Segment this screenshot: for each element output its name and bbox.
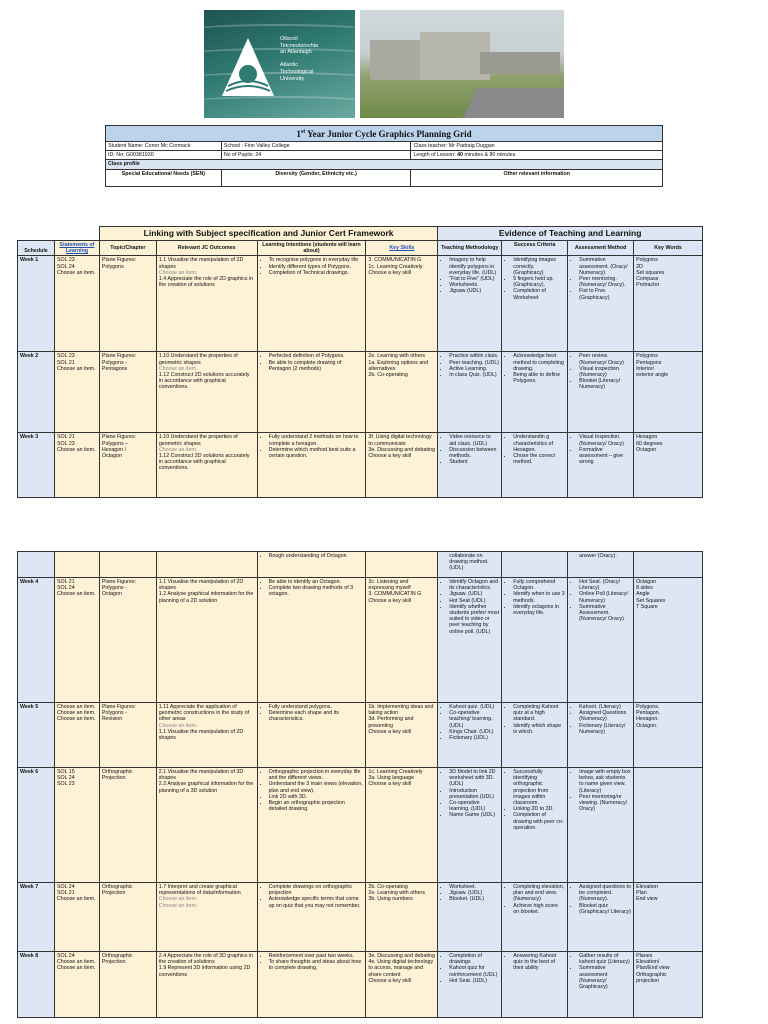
method-cell: • Imagery to help identify polygons in everyday life. (UDL) • "Fist to Five" (UDL) • Worksheets. • Jigsaw (UDL) bbox=[438, 256, 502, 352]
assess-cell: • Peer review. (Numeracy/ Oracy) • Visual inspection. (Numeracy) • Blooket (Literacy/ Numeracy) bbox=[568, 352, 634, 433]
week-cell: Week 3 bbox=[18, 433, 55, 498]
outcomes-cell: 1.10 Understand the properties of geometric shapes Choose an item. 1.12 Construct 2D solutions accurately in accordance with graphical conventions. bbox=[156, 433, 257, 498]
col-assessment: Assessment Method bbox=[568, 241, 634, 256]
skills-cell[interactable]: 3f. Using digital technology to communicate 3e. Discussing and debating Choose a key skill bbox=[366, 433, 438, 498]
page-title: 1st Year Junior Cycle Graphics Planning Grid bbox=[106, 126, 663, 142]
week-cell: Week 1 bbox=[18, 256, 55, 352]
col-schedule: Schedule bbox=[18, 241, 55, 256]
intent-cell: • Perfected definition of Polygons. • Be able to complete drawing of Pentagon (2 methods) bbox=[257, 352, 366, 433]
skills-cell[interactable]: 3e. Discussing and debating 4e. Using digital technology to access, manage and share content Choose a key skill bbox=[366, 952, 438, 1018]
success-cell: • Answering Kahoot quiz to the best of their ability bbox=[502, 952, 568, 1018]
outcomes-cell: 1.1 Visualise the manipulation of 2D shapes 1.2 Analyse graphical information for the planning of a 2D solution bbox=[156, 578, 257, 703]
method-cell: • Practice within class. • Peer teaching. (UDL) • Active Learning. • In class Quiz. (UDL) bbox=[438, 352, 502, 433]
cont-assess: answer (Oracy). bbox=[568, 552, 634, 578]
cont-method: collaborate on drawing method. (UDL) bbox=[438, 552, 502, 578]
skills-cell[interactable]: 1c. Learning Creatively 3a. Using language Choose a key skill bbox=[366, 768, 438, 883]
intent-cell: • Be able to identify an Octagon. • Complete two drawing methods of 3 octagon. bbox=[257, 578, 366, 703]
intent-cell: • Fully understand 2 methods on how to complete a hexagon. • Determine which method best suits a certain question. bbox=[257, 433, 366, 498]
method-cell: • Identify Octagon and its characteristics. • Jigsaw. (UDL) • Hot Seat (UDL) • Identify whether students prefer/ most suited to video or peer teaching by online poll. (UDL) bbox=[438, 578, 502, 703]
success-cell: • Completing Kahoot quiz at a high standard. • Identify which shape is which. bbox=[502, 703, 568, 768]
outcomes-cell: 1.7 Interpret and create graphical representations of data/information Choose an item. Choose an item. bbox=[156, 883, 257, 952]
sol-cell[interactable]: SOL 23 SOL 21 Choose an item. bbox=[54, 352, 99, 433]
words-cell: Octagon 8 sides Angle Set Squares T Square bbox=[634, 578, 703, 703]
success-cell: • Completing elevation, plan and end view. (Numeracy) • Achieve high score on blooket. bbox=[502, 883, 568, 952]
diversity-label: Diversity (Gender, Ethnicity etc.) bbox=[221, 169, 411, 186]
week-cell: Week 2 bbox=[18, 352, 55, 433]
assess-cell: • Gather results of kahoot quiz (Literacy) • Summative assessment (Numeracy/ Graphicacy) bbox=[568, 952, 634, 1018]
intent-cell: • Orthographic projection in everyday life and the different views. • Understand the 3 main views (elevation, plan and end view). • Link 2D with 3D. • Begin an orthographic projection detailed drawing. bbox=[257, 768, 366, 883]
atu-logo bbox=[204, 10, 355, 118]
pupil-count: No of Pupils: 24 bbox=[221, 151, 411, 160]
p1-row-week-2 bbox=[18, 352, 703, 433]
outcomes-cell: 1.10 Understand the properties of geometric shapes Choose an item. 1.12 Construct 2D solutions accurately in accordance with graphical conventions. bbox=[156, 352, 257, 433]
outcomes-cell: 1.11 Appreciate the application of geometric constructions in the study of other areas Choose an item. 1.1 Visualise the manipulation of 2D shapes bbox=[156, 703, 257, 768]
sol-cell[interactable]: SOL 24 Choose an item. Choose an item. bbox=[54, 952, 99, 1018]
assess-cell: • Image with empty box below, ask students to name given view. (Literacy) • Peer mentoring/re viewing. (Numeracy/ Oracy) bbox=[568, 768, 634, 883]
outcomes-cell: 2.1 Visualise the manipulation of 3D shapes 2.2 Analyse graphical information for the planning of a 3D solution bbox=[156, 768, 257, 883]
method-cell: • Kahoot quiz. (UDL) • Co-operative teaching/ learning. (UDL) • Kings Chair. (UDL) • Fictionary (UDL) bbox=[438, 703, 502, 768]
class-info-table bbox=[105, 125, 663, 187]
skills-cell[interactable]: 3c. Listening and expressing myself 3. COMMUNICATIN G Choose a key skill bbox=[366, 578, 438, 703]
col-outcomes: Relevant JC Outcomes bbox=[156, 241, 257, 256]
method-cell: • Video resource to aid class. (UDL) • Discussion between methods. • Student bbox=[438, 433, 502, 498]
class-profile-label: Class profile bbox=[106, 160, 663, 169]
continuation-row bbox=[18, 552, 703, 578]
sol-cell[interactable]: Choose an item. Choose an item. Choose an item. bbox=[54, 703, 99, 768]
week-cell: Week 4 bbox=[18, 578, 55, 703]
intent-cell: • Fully understand polygons. • Determine each shape and its characteristics. bbox=[257, 703, 366, 768]
sol-cell[interactable]: SOL 21 SOL 23 Choose an item. bbox=[54, 433, 99, 498]
topic-cell: Plane Figures: Polygons - Revision bbox=[99, 703, 156, 768]
topic-cell: Plane Figures: Polygons bbox=[99, 256, 156, 352]
atu-brand-text: Ollscoil Teicneolaíochta an Atlantaigh Atlantic Technological University bbox=[280, 36, 319, 82]
skills-cell[interactable]: 2b. Co-operating 2e. Learning with others 3b. Using numbers bbox=[366, 883, 438, 952]
p1-row-week-1 bbox=[18, 256, 703, 352]
sol-cell[interactable]: SOL 24 SOL 21 Choose an item. bbox=[54, 883, 99, 952]
class-teacher: Class teacher: Mr Padraig Duggan bbox=[411, 142, 663, 151]
week-cell: Week 7 bbox=[18, 883, 55, 952]
method-cell: • 3D Model to link 2D worksheet with 3D. (UDL) • Introduction presentation (UDL) • Co-operative learning. (UDL) • Name Game (UDL) bbox=[438, 768, 502, 883]
sol-cell[interactable]: SOL 23 SOL 24 Choose an item. bbox=[54, 256, 99, 352]
planning-grid-part-2 bbox=[17, 551, 703, 1018]
topic-cell: Plane Figures: Polygons – Hexagon / Octagon bbox=[99, 433, 156, 498]
planning-grid-part-1 bbox=[17, 226, 703, 498]
method-cell: • Completion of drawings • Kahoot quiz for reinforcement (UDL) • Hot Seat. (UDL) bbox=[438, 952, 502, 1018]
skills-cell[interactable]: 3. COMMUNICATIN G 1c. Learning Creatively Choose a key skill bbox=[366, 256, 438, 352]
assess-cell: • Summative assessment. (Oracy/ Numeracy) • Peer mentoring. (Numeracy/ Oracy). • Fist to Five. (Graphicacy) bbox=[568, 256, 634, 352]
skills-cell[interactable]: 1b. Implementing ideas and taking action 3d. Performing and presenting Choose a key skill bbox=[366, 703, 438, 768]
atu-a-mark-icon bbox=[220, 36, 276, 98]
sol-cell[interactable]: SOL 15 SOL 24 SOL 23 bbox=[54, 768, 99, 883]
group-evidence-header: Evidence of Teaching and Learning bbox=[438, 227, 703, 241]
campus-photo bbox=[360, 10, 564, 118]
words-cell bbox=[634, 768, 703, 883]
success-cell: • Fully comprehend Octagon. • Identify when to use 3 methods. • Identify octagons in everyday life. bbox=[502, 578, 568, 703]
col-intentions: Learning Intentions (students will learn about) bbox=[257, 241, 366, 256]
cont-intent: • Rough understanding of Octagon bbox=[257, 552, 366, 578]
col-methodology: Teaching Methodology bbox=[438, 241, 502, 256]
sen-label: Special Educational Needs (SEN) bbox=[106, 169, 222, 186]
p2-row-week-6 bbox=[18, 768, 703, 883]
week-cell: Week 8 bbox=[18, 952, 55, 1018]
topic-cell: Plane Figures: Polygons - Octagon bbox=[99, 578, 156, 703]
success-cell: • Identifying images correctly. (Graphicacy) • 5 fingers held up. (Graphicacy). • Completion of Worksheet bbox=[502, 256, 568, 352]
words-cell: Polygons. Pentagon. Hexagon. Octagon. bbox=[634, 703, 703, 768]
success-cell: • Understandin g characteristics of Hexagon. • Chose the correct method. bbox=[502, 433, 568, 498]
p2-row-week-4 bbox=[18, 578, 703, 703]
p2-row-week-7 bbox=[18, 883, 703, 952]
outcomes-cell: 1.1 Visualise the manipulation of 2D shapes Choose an item. 1.4 Appreciate the role of 2D graphics in the creation of solutions bbox=[156, 256, 257, 352]
method-cell: • Worksheet. • Jigsaw. (UDL) • Blooket. (UDL) bbox=[438, 883, 502, 952]
week-cell: Week 5 bbox=[18, 703, 55, 768]
topic-cell: Plane Figures: Polygons - Pentagons bbox=[99, 352, 156, 433]
p2-row-week-8 bbox=[18, 952, 703, 1018]
words-cell: Hexagon 60 degrees Octagon bbox=[634, 433, 703, 498]
outcomes-cell: 2.4 Appreciate the role of 3D graphics in the creation of solutions 1.9 Represent 3D information using 2D conventions bbox=[156, 952, 257, 1018]
topic-cell: Orthographic Projection bbox=[99, 768, 156, 883]
intent-cell: • Reinforcement over past two weeks. • To share thoughts and ideas about how to complete drawing. bbox=[257, 952, 366, 1018]
words-cell: Polygons 2D Set squares Compass Protractor bbox=[634, 256, 703, 352]
skills-cell[interactable]: 2e. Learning with others 1a. Exploring options and alternatives 2b. Co-operating bbox=[366, 352, 438, 433]
student-id: ID: No: G00381930 bbox=[106, 151, 222, 160]
assess-cell: • Visual Inspection. (Numeracy/ Oracy) • Formative assessment – give wrong bbox=[568, 433, 634, 498]
other-info-label: Other relevant information bbox=[411, 169, 663, 186]
intent-cell: • Complete drawings on orthographic projection • Acknowledge specific terms that come up on quiz that you may not remember. bbox=[257, 883, 366, 952]
topic-cell: Orthographic Projection bbox=[99, 883, 156, 952]
week-cell: Week 6 bbox=[18, 768, 55, 883]
school-name: School : Finn Valley College bbox=[221, 142, 411, 151]
sol-cell[interactable]: SOL 21 SOL 24 Choose an item. bbox=[54, 578, 99, 703]
col-success: Success Criteria bbox=[502, 241, 568, 256]
col-key-skills[interactable]: Key Skills bbox=[366, 241, 438, 256]
assess-cell: • Kahoot. (Literacy) • Assigned Questions (Numeracy) • Fictionary (Literacy/ Numeracy) bbox=[568, 703, 634, 768]
student-name: Student Name: Conor Mc Cormack bbox=[106, 142, 222, 151]
col-key-words: Key Words bbox=[634, 241, 703, 256]
group-linking-header: Linking with Subject specification and Junior Cert Framework bbox=[99, 227, 437, 241]
topic-cell: Orthographic Projection bbox=[99, 952, 156, 1018]
p1-row-week-3 bbox=[18, 433, 703, 498]
assess-cell: • Assigned questions to be completed. (Numeracy). • Blooket quiz (Graphicacy/ Literacy) bbox=[568, 883, 634, 952]
success-cell: • Successfully identifying orthographic projection from images within classroom. • Linking 2D to 3D. • Completion of drawing with peer co-operation. bbox=[502, 768, 568, 883]
intent-cell: • To recognise polygons in everyday life • Identify different types of Polygons. • Completion of Technical drawings. bbox=[257, 256, 366, 352]
p2-row-week-5 bbox=[18, 703, 703, 768]
col-sol[interactable]: Statements of Learning bbox=[54, 241, 99, 256]
assess-cell: • Hot Seat. (Oracy/ Literacy) • Online Poll (Literacy/ Numeracy) • Summative Assessment. (Numeracy/ Oracy) bbox=[568, 578, 634, 703]
words-cell: Elevation Plan End view bbox=[634, 883, 703, 952]
success-cell: • Acknowledge best method to completing drawing. • Being able to define Polygons. bbox=[502, 352, 568, 433]
col-topic: Topic/Chapter bbox=[99, 241, 156, 256]
words-cell: Planes Elevation/ Plan/End view Orthographic projection bbox=[634, 952, 703, 1018]
words-cell: Polygons Pentagons Interior/ exterior angle bbox=[634, 352, 703, 433]
lesson-length: Length of Lesson: 40 minutes & 80 minutes bbox=[411, 151, 663, 160]
